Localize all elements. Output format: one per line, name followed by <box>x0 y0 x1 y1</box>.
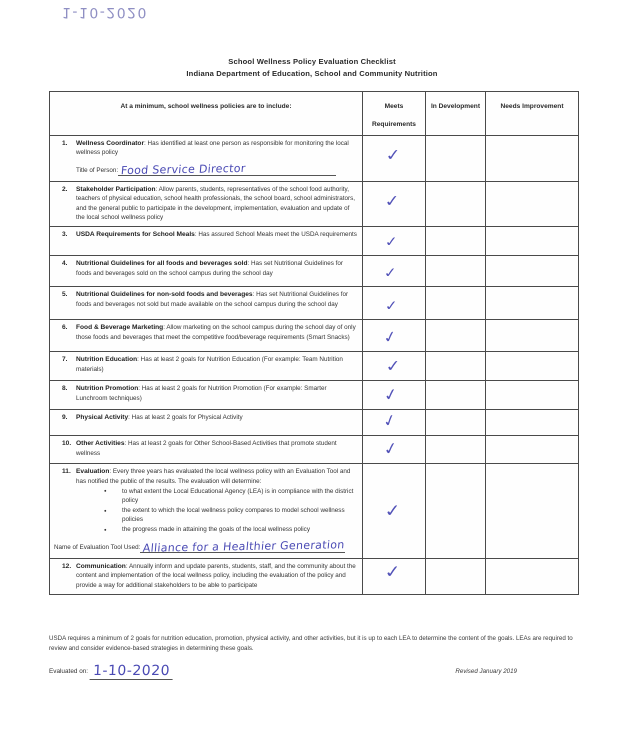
cell-in-development[interactable] <box>426 381 486 410</box>
cell-in-development[interactable] <box>426 410 486 436</box>
cell-meets-requirements[interactable] <box>363 352 426 381</box>
cell-in-development[interactable] <box>426 352 486 381</box>
cell-meets-requirements[interactable] <box>363 320 426 352</box>
row-content <box>54 290 358 309</box>
fill-in-handwritten-value: Food Service Director <box>120 161 247 177</box>
row-number: 7. <box>62 356 68 364</box>
row-body <box>76 467 358 534</box>
evaluated-on-row <box>49 663 579 680</box>
cell-in-development[interactable] <box>426 320 486 352</box>
table-row <box>50 136 579 182</box>
checkmark-icon: ✓ <box>383 190 401 211</box>
row-content <box>54 139 358 158</box>
cell-needs-improvement[interactable] <box>486 381 579 410</box>
row-description-cell <box>50 381 363 410</box>
row-body <box>76 290 358 309</box>
row-description-cell <box>50 436 363 464</box>
row-title: Nutrition Promotion <box>76 385 139 393</box>
checkmark-icon: ✓ <box>383 298 399 316</box>
revised-date: Revised January 2019 <box>455 668 517 675</box>
table-row <box>50 287 579 320</box>
checkmark-icon: ✓ <box>384 356 402 377</box>
cell-in-development[interactable] <box>426 287 486 320</box>
row-description-cell <box>50 136 363 182</box>
checkmark-icon: ✓ <box>383 500 403 522</box>
cell-needs-improvement[interactable] <box>486 464 579 558</box>
evaluated-on-group <box>49 663 173 680</box>
cell-in-development[interactable] <box>426 464 486 558</box>
table-row <box>50 256 579 287</box>
row-content <box>54 467 358 534</box>
row-body <box>76 139 358 158</box>
row-body <box>76 230 358 239</box>
row-description-text: : Allow parents, students, representatives of the school food authority, teachers of physical education, school health professionals, the school board, school administrators, and the general public to participate in the development, implementation, evaluation and update of the local school wellness policy <box>76 185 355 222</box>
fill-in-underline[interactable] <box>140 539 344 553</box>
row-description-text: : Has set Nutritional Guidelines for foods and beverages sold on the school campus during the school day <box>76 260 344 277</box>
wellness-checklist-table <box>49 91 579 595</box>
cell-meets-requirements[interactable] <box>363 136 426 182</box>
checkmark-icon: ✓ <box>380 327 399 348</box>
row-body <box>76 323 358 342</box>
checkmark-icon: ✓ <box>383 234 399 252</box>
cell-in-development[interactable] <box>426 136 486 182</box>
row-title: Physical Activity <box>76 414 129 422</box>
cell-needs-improvement[interactable] <box>486 136 579 182</box>
table-row <box>50 320 579 352</box>
header-meets-label: Meets Requirements <box>372 103 416 128</box>
row-title: Nutritional Guidelines for non-sold foods and beverages <box>76 291 253 299</box>
checkmark-icon: ✓ <box>383 560 402 582</box>
cell-meets-requirements[interactable] <box>363 227 426 256</box>
cell-needs-improvement[interactable] <box>486 256 579 287</box>
table-row <box>50 352 579 381</box>
row-content <box>54 384 358 403</box>
row-description-cell <box>50 287 363 320</box>
row-content <box>54 355 358 374</box>
row-content <box>54 562 358 590</box>
footer-block <box>49 634 579 680</box>
fill-in-line <box>76 159 358 177</box>
row-number: 5. <box>62 291 68 299</box>
table-row <box>50 558 579 594</box>
row-bullet-item: ● to what extent the Local Educational Agency (LEA) is in compliance with the district policy <box>76 487 358 506</box>
row-number: 9. <box>62 414 68 422</box>
table-row <box>50 181 579 227</box>
row-description-text: : Has at least 2 goals for Nutrition Promotion (For example: Smarter Lunchroom techniques) <box>76 385 327 402</box>
row-description-cell <box>50 558 363 594</box>
cell-meets-requirements[interactable] <box>363 287 426 320</box>
row-description-text: : Allow marketing on the school campus during the school day of only those foods and beverages that meet the competitive food/beverage requirements (Smart Snacks) <box>76 324 356 341</box>
row-content <box>54 323 358 342</box>
row-bullet-item: ● the extent to which the local wellness policy compares to model school wellness policies <box>76 506 358 525</box>
header-meets-requirements <box>363 92 426 136</box>
bleed-through-handwriting: 1-10-2020 <box>62 4 148 20</box>
cell-needs-improvement[interactable] <box>486 352 579 381</box>
row-description-text: : Has assured School Meals meet the USDA requirements <box>194 231 357 239</box>
checkmark-icon: ✓ <box>381 384 400 406</box>
row-title: Stakeholder Participation <box>76 185 156 193</box>
cell-needs-improvement[interactable] <box>486 558 579 594</box>
row-description-text: : Has set Nutritional Guidelines for foods and beverages not sold but made available on the school campus during the school day <box>76 291 349 308</box>
fill-in-label: Title of Person: <box>76 166 119 174</box>
row-body <box>76 355 358 374</box>
row-number: 3. <box>62 231 68 239</box>
row-title: Communication <box>76 562 126 570</box>
row-description-cell <box>50 410 363 436</box>
row-title: Wellness Coordinator <box>76 140 145 147</box>
header-in-development <box>426 92 486 136</box>
table-body <box>50 136 579 595</box>
cell-meets-requirements[interactable] <box>363 464 426 558</box>
cell-in-development[interactable] <box>426 436 486 464</box>
table-row <box>50 464 579 558</box>
row-number: 8. <box>62 385 68 393</box>
cell-needs-improvement[interactable] <box>486 320 579 352</box>
cell-in-development[interactable] <box>426 256 486 287</box>
cell-meets-requirements[interactable] <box>363 256 426 287</box>
row-description-cell <box>50 227 363 256</box>
row-content <box>54 413 358 422</box>
table-row <box>50 410 579 436</box>
row-body <box>76 562 358 590</box>
row-title: Nutritional Guidelines for all foods and beverages sold <box>76 260 248 268</box>
row-number: 4. <box>62 260 68 268</box>
cell-needs-improvement[interactable] <box>486 410 579 436</box>
row-number: 10. <box>62 440 72 448</box>
header-improvement-label: Needs Improvement <box>500 103 564 110</box>
cell-meets-requirements[interactable] <box>363 381 426 410</box>
cell-needs-improvement[interactable] <box>486 287 579 320</box>
cell-needs-improvement[interactable] <box>486 181 579 227</box>
cell-in-development[interactable] <box>426 558 486 594</box>
doc-title-line-1: School Wellness Policy Evaluation Checklist <box>228 57 396 66</box>
fill-in-handwritten-value: Alliance for a Healthier Generation <box>142 538 346 555</box>
cell-meets-requirements[interactable] <box>363 436 426 464</box>
row-description-text: : Annually inform and update parents, students, staff, and the community about the content and implementation of the local wellness policy, including the evaluation of the policy and provide a way for additional stakeholders to be able to participate <box>76 562 356 589</box>
row-number: 2. <box>62 185 68 193</box>
checkmark-icon: ✓ <box>382 265 398 283</box>
evaluated-on-date-field[interactable]: 1-10-2020 <box>89 663 173 680</box>
fill-in-underline[interactable] <box>118 162 336 176</box>
row-title: Other Activities <box>76 440 125 448</box>
header-description-label: At a minimum, school wellness policies are to include: <box>120 103 292 110</box>
table-row <box>50 436 579 464</box>
cell-meets-requirements[interactable] <box>363 181 426 227</box>
row-number: 12. <box>62 562 72 570</box>
cell-in-development[interactable] <box>426 227 486 256</box>
row-description-cell <box>50 352 363 381</box>
row-body <box>76 259 358 278</box>
doc-title-line-2: Indiana Department of Education, School and Community Nutrition <box>186 69 438 78</box>
row-title: Evaluation <box>76 468 110 476</box>
cell-needs-improvement[interactable] <box>486 227 579 256</box>
checkmark-icon: ✓ <box>381 438 400 460</box>
row-description-text: : Has at least 2 goals for Physical Activity <box>128 414 243 422</box>
row-description-text: : Has at least 2 goals for Nutrition Education (For example: Team Nutrition materials) <box>76 356 343 373</box>
row-body <box>76 185 358 223</box>
cell-in-development[interactable] <box>426 181 486 227</box>
row-body <box>76 439 358 458</box>
row-title: Nutrition Education <box>76 356 138 364</box>
row-number: 1. <box>62 140 68 147</box>
row-description-cell <box>50 181 363 227</box>
row-description-cell <box>50 320 363 352</box>
row-title: Food & Beverage Marketing <box>76 324 164 332</box>
row-content <box>54 230 358 239</box>
header-description <box>50 92 363 136</box>
table-header-row <box>50 92 579 136</box>
table-row <box>50 227 579 256</box>
document-title-block <box>0 56 624 80</box>
checkmark-icon: ✓ <box>384 145 402 165</box>
row-number: 6. <box>62 324 68 332</box>
header-development-label: In Development <box>430 103 481 110</box>
row-description-text: : Has at least 2 goals for Other School-Based Activities that promote student wellness <box>76 440 337 457</box>
row-bullet-item: ● the progress made in attaining the goals of the local wellness policy <box>76 525 358 534</box>
cell-meets-requirements[interactable] <box>363 558 426 594</box>
footer-note: USDA requires a minimum of 2 goals for nutrition education, promotion, physical activity, and other activities, but it is up to each LEA to determine the content of the goals. LEAs are required to review and consider evidence-based strategies in determining these goals. <box>49 635 573 652</box>
checkmark-icon: ✓ <box>380 409 400 432</box>
row-body <box>76 384 358 403</box>
cell-needs-improvement[interactable] <box>486 436 579 464</box>
row-description-cell <box>50 464 363 558</box>
fill-in-label: Name of Evaluation Tool Used: <box>54 543 141 551</box>
cell-meets-requirements[interactable] <box>363 410 426 436</box>
row-description-text: : Every three years has evaluated the local wellness policy with an Evaluation Tool and has notified the public of the results. The evaluation will determine: <box>76 468 351 485</box>
row-title: USDA Requirements for School Meals <box>76 231 195 239</box>
fill-in-line <box>54 536 358 554</box>
table-row <box>50 381 579 410</box>
row-description-cell <box>50 256 363 287</box>
evaluated-on-label: Evaluated on: <box>49 668 89 675</box>
row-bullet-list <box>76 487 358 535</box>
row-content <box>54 185 358 223</box>
row-body <box>76 413 358 422</box>
header-needs-improvement <box>486 92 579 136</box>
row-number: 11. <box>62 468 71 476</box>
row-content <box>54 259 358 278</box>
row-content <box>54 439 358 458</box>
row-description-text: : Has identified at least one person as responsible for monitoring the local wellness policy <box>76 140 349 157</box>
